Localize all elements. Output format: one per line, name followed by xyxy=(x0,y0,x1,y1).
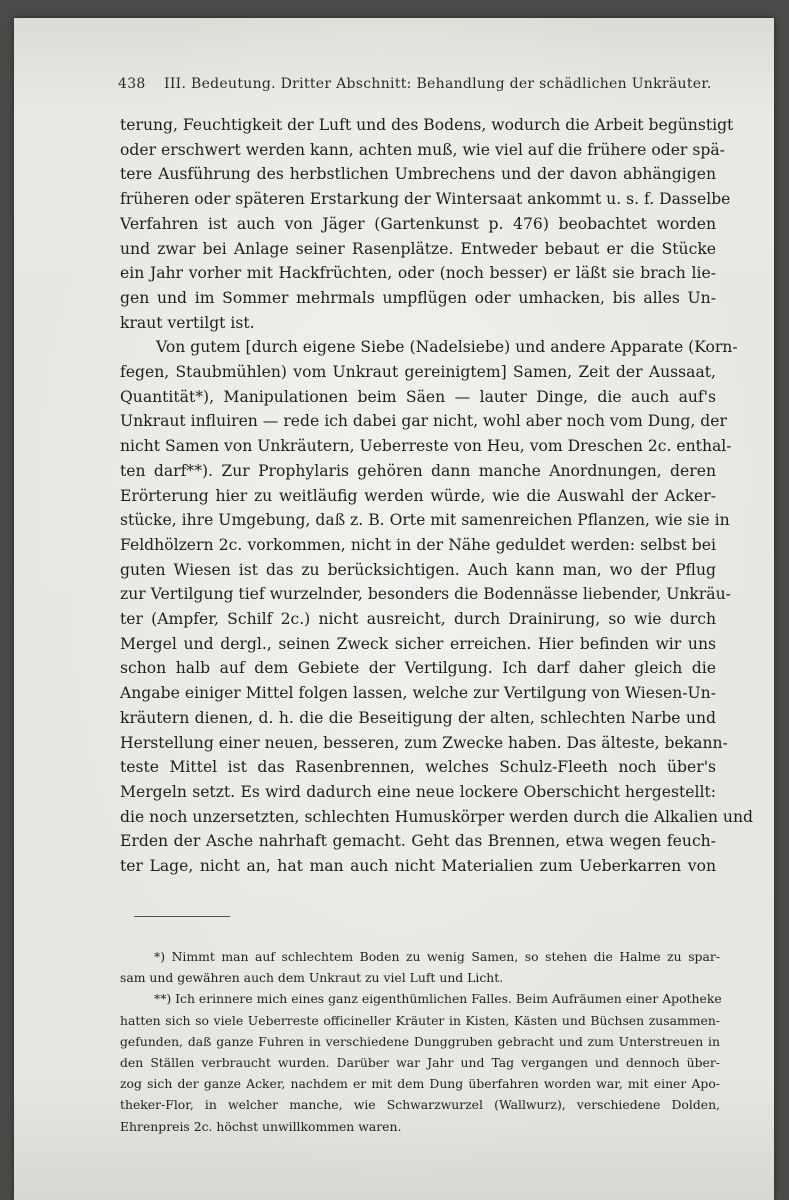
text-line: teste Mittel ist das Rasenbrennen, welches Schulz-Fleeth noch über's xyxy=(120,758,716,777)
book-page xyxy=(14,18,774,1200)
footnote-line: hatten sich so viele Ueberreste officineller Kräuter in Kisten, Kästen und Büchsen zusammen- xyxy=(120,1012,720,1028)
text-line: zur Vertilgung tief wurzelnder, besonders die Bodennässe liebender, Unkräu- xyxy=(120,585,731,604)
text-line: fegen, Staubmühlen) vom Unkraut gereinigtem] Samen, Zeit der Aussaat, xyxy=(120,363,716,382)
text-line: nicht Samen von Unkräutern, Ueberreste von Heu, vom Dreschen 2c. enthal- xyxy=(120,437,732,456)
text-line: Erden der Asche nahrhaft gemacht. Geht das Brennen, etwa wegen feuch- xyxy=(120,832,716,851)
text-line: Verfahren ist auch von Jäger (Gartenkunst p. 476) beobachtet worden xyxy=(120,214,716,233)
text-line: stücke, ihre Umgebung, daß z. B. Orte mit samenreichen Pflanzen, wie sie in xyxy=(120,511,730,530)
footnote-divider xyxy=(134,916,230,917)
text-line: ter (Ampfer, Schilf 2c.) nicht ausreicht, durch Drainirung, so wie durch xyxy=(120,610,716,629)
text-line: Mergeln setzt. Es wird dadurch eine neue lockere Oberschicht hergestellt: xyxy=(120,782,716,801)
text-line: kräutern dienen, d. h. die die Beseitigung der alten, schlechten Narbe und xyxy=(120,708,716,727)
text-line: kraut vertilgt ist. xyxy=(120,313,255,332)
text-line: guten Wiesen ist das zu berücksichtigen. Auch kann man, wo der Pflug xyxy=(120,560,716,579)
text-line: tere Ausführung des herbstlichen Umbrechens und der davon abhängigen xyxy=(120,165,716,184)
footnote-line: Ehrenpreis 2c. höchst unwillkommen waren. xyxy=(120,1118,402,1134)
text-line: Erörterung hier zu weitläufig werden würde, wie die Auswahl der Acker- xyxy=(120,486,716,505)
text-line: und zwar bei Anlage seiner Rasenplätze. Entweder bebaut er die Stücke xyxy=(120,239,716,258)
footnote-line: gefunden, daß ganze Fuhren in verschiedene Dunggruben gebracht und zum Unterstreuen in xyxy=(120,1033,720,1049)
text-line: schon halb auf dem Gebiete der Vertilgung. Ich darf daher gleich die xyxy=(120,659,716,678)
footnote-line: sam und gewähren auch dem Unkraut zu viel Luft und Licht. xyxy=(120,970,504,986)
text-line: ein Jahr vorher mit Hackfrüchten, oder (noch besser) er läßt sie brach lie- xyxy=(120,264,716,283)
text-line: Feldhölzern 2c. vorkommen, nicht in der Nähe geduldet werden: selbst bei xyxy=(120,535,716,554)
footnote-line: **) Ich erinnere mich eines ganz eigenthümlichen Falles. Beim Aufräumen einer Apotheke xyxy=(154,991,722,1007)
text-line: oder erschwert werden kann, achten muß, wie viel auf die frühere oder spä- xyxy=(120,140,725,159)
page-number: 438 xyxy=(118,76,146,92)
running-title: III. Bedeutung. Dritter Abschnitt: Behandlung der schädlichen Unkräuter. xyxy=(164,76,712,92)
text-line: ter Lage, nicht an, hat man auch nicht Materialien zum Ueberkarren von xyxy=(120,857,716,876)
text-line: die noch unzersetzten, schlechten Humuskörper werden durch die Alkalien und xyxy=(120,807,753,826)
text-line: Mergel und dergl., seinen Zweck sicher erreichen. Hier befinden wir uns xyxy=(120,634,716,653)
footnote-line: theker-Flor, in welcher manche, wie Schwarzwurzel (Wallwurz), verschiedene Dolden, xyxy=(120,1097,720,1113)
text-line: ten darf**). Zur Prophylaris gehören dann manche Anordnungen, deren xyxy=(120,461,716,480)
paragraph-start-line: Von gutem [durch eigene Siebe (Nadelsiebe) und andere Apparate (Korn- xyxy=(156,338,738,357)
text-line: Herstellung einer neuen, besseren, zum Zwecke haben. Das älteste, bekann- xyxy=(120,733,728,752)
text-line: Quantität*), Manipulationen beim Säen — lauter Dinge, die auch auf's xyxy=(120,387,716,406)
text-line: gen und im Sommer mehrmals umpflügen oder umhacken, bis alles Un- xyxy=(120,288,716,307)
text-line: Unkraut influiren — rede ich dabei gar nicht, wohl aber noch vom Dung, der xyxy=(120,412,727,431)
body-text xyxy=(120,113,753,879)
footnote-line: den Ställen verbraucht wurden. Darüber war Jahr und Tag vergangen und dennoch über- xyxy=(120,1055,720,1071)
text-line: terung, Feuchtigkeit der Luft und des Bodens, wodurch die Arbeit begünstigt xyxy=(120,116,734,134)
text-line: Angabe einiger Mittel folgen lassen, welche zur Vertilgung von Wiesen-Un- xyxy=(120,684,716,703)
text-line: früheren oder späteren Erstarkung der Wintersaat ankommt u. s. f. Dasselbe xyxy=(120,190,731,209)
footnote-line: zog sich der ganze Acker, nachdem er mit dem Dung überfahren worden war, mit einer Apo- xyxy=(120,1076,720,1092)
running-header xyxy=(118,76,718,92)
footnote-line: *) Nimmt man auf schlechtem Boden zu wenig Samen, so stehen die Halme zu spar- xyxy=(154,949,720,964)
footnotes xyxy=(120,946,720,1137)
